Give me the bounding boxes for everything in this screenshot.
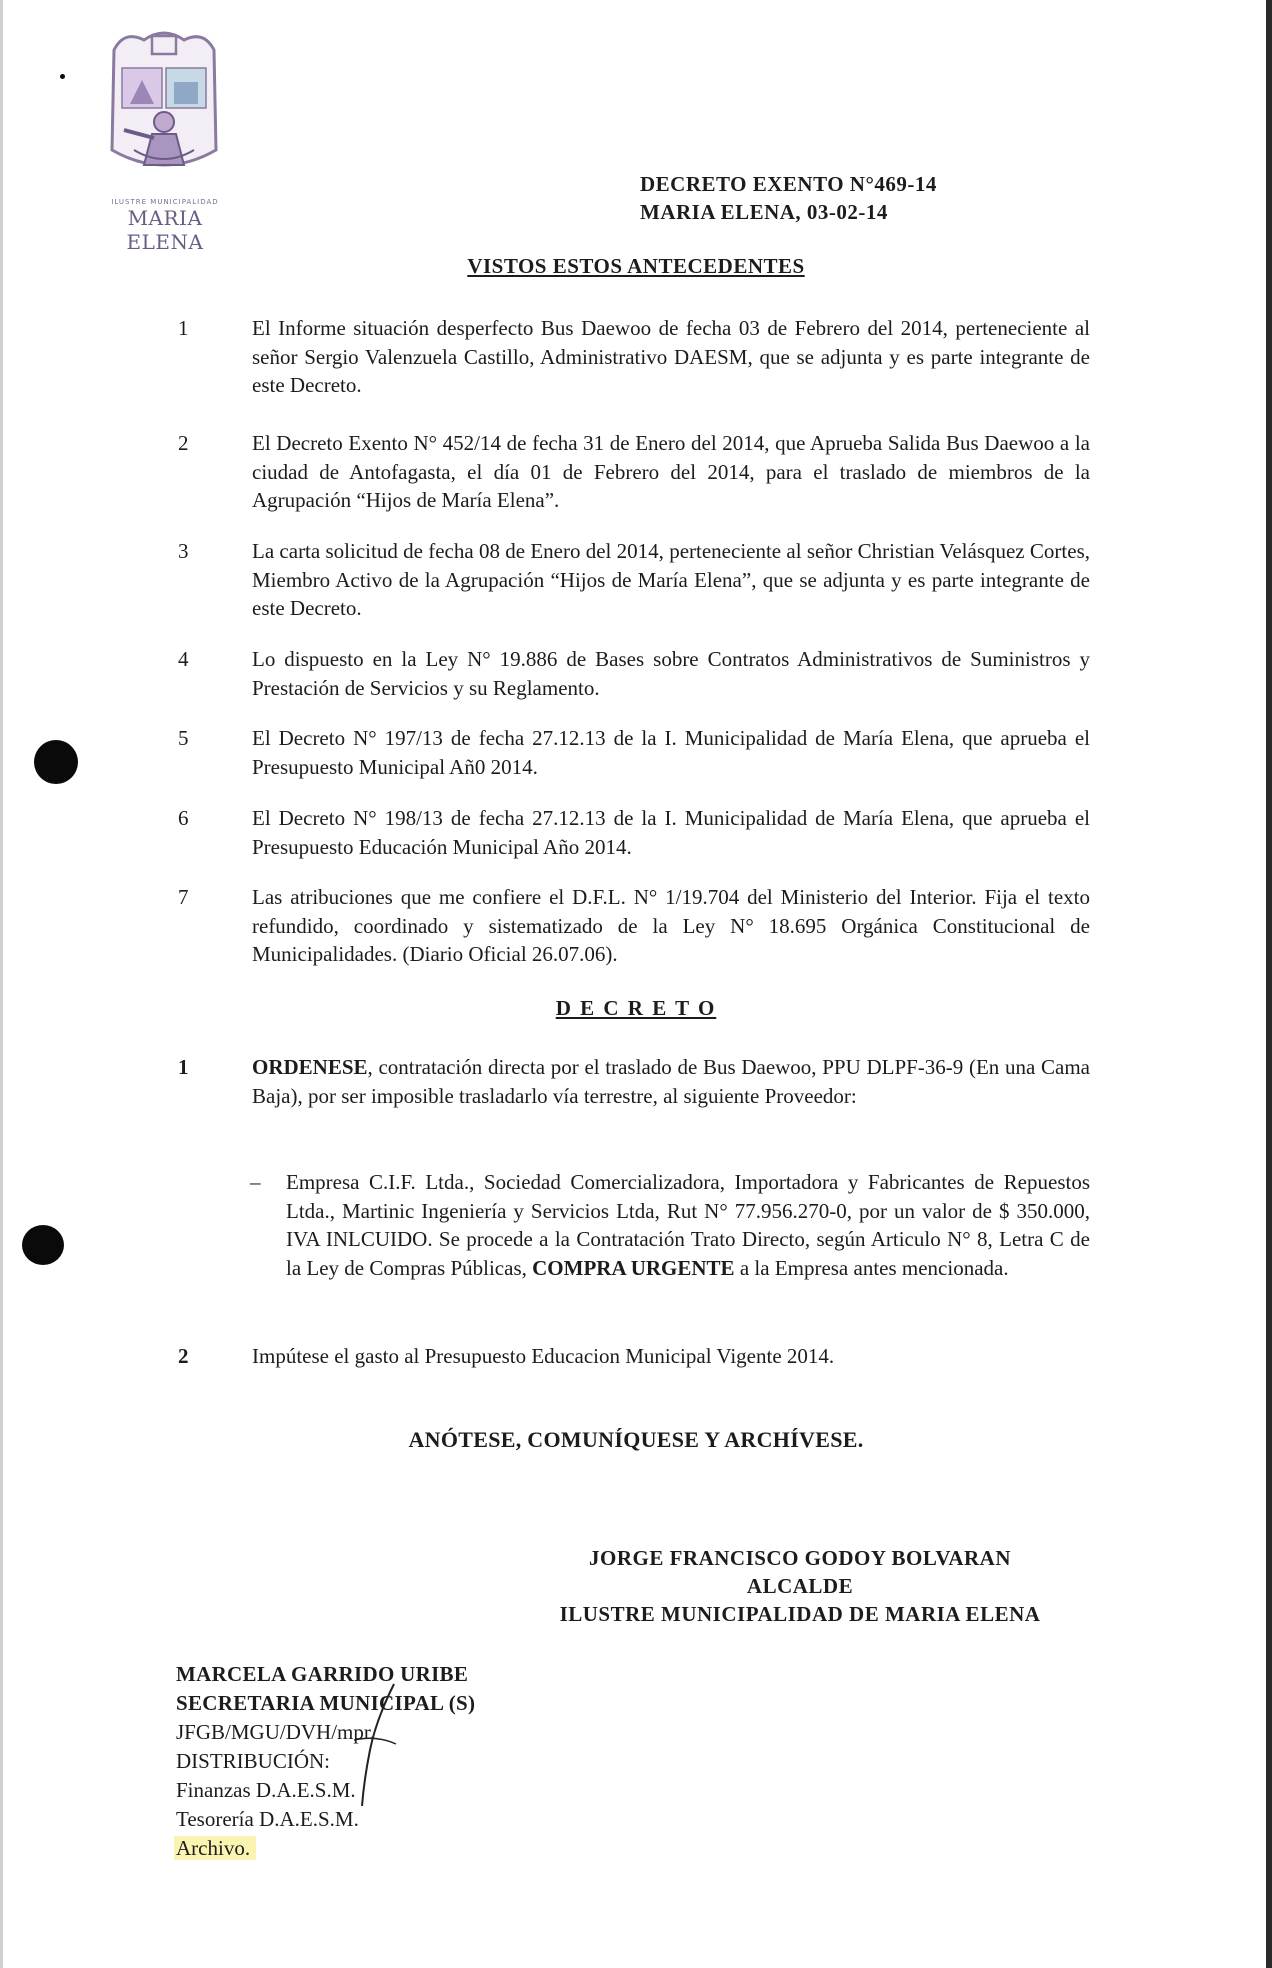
provider-text: Empresa C.I.F. Ltda., Sociedad Comercializadora, Importadora y Fabricantes de Repuestos Ltda., Martinic Ingeniería y Servicios Ltda, Rut N° 77.956.270-0, por un valor de $ 350.000, IVA INLCUIDO. Se procede a la Contratación Trato Directo, según Articulo N° 8, Letra C de la Ley de Compras Públicas, COMPRA URGENTE a la Empresa antes mencionada. <box>286 1170 1090 1280</box>
scan-edge-right <box>1266 0 1272 1968</box>
item-number: 3 <box>178 539 189 563</box>
item-number: 6 <box>178 806 189 830</box>
item-number: 2 <box>178 1344 189 1368</box>
distribution-item <box>176 1834 475 1863</box>
secretary-name: MARCELA GARRIDO URIBE <box>176 1662 469 1686</box>
decree-header <box>640 170 937 226</box>
distribution-item: Finanzas D.A.E.S.M. <box>176 1778 356 1802</box>
municipal-logo <box>100 30 230 254</box>
item-number: 7 <box>178 885 189 909</box>
place-date: MARIA ELENA, 03-02-14 <box>640 200 888 224</box>
item-text: Las atribuciones que me confiere el D.F.L. N° 1/19.704 del Ministerio del Interior. Fija el texto refundido, coordinado y sistematizado de la Ley N° 18.695 Orgánica Constitucional de Municipalidades. (Diario Oficial 26.07.06). <box>252 885 1090 966</box>
decree-title: DECRETO EXENTO N°469-14 <box>640 172 937 196</box>
item-text: La carta solicitud de fecha 08 de Enero del 2014, perteneciente al señor Christian Velásquez Cortes, Miembro Activo de la Agrupación “Hijos de María Elena”, que se adjunta y es parte integrante de este Decreto. <box>252 539 1090 620</box>
footer-block <box>176 1660 475 1863</box>
scan-speck <box>60 74 65 79</box>
item-text: Impútese el gasto al Presupuesto Educacion Municipal Vigente 2014. <box>252 1344 835 1368</box>
item-number: 5 <box>178 726 189 750</box>
bullet-dash: – <box>250 1170 261 1194</box>
mayor-role: ALCALDE <box>746 1574 854 1598</box>
item-text: El Informe situación desperfecto Bus Daewoo de fecha 03 de Febrero del 2014, perteneciente al señor Sergio Valenzuela Castillo, Administrativo DAESM, que se adjunta y es parte integrante de este Decreto. <box>252 316 1090 397</box>
scan-edge-left <box>0 0 3 1968</box>
item-text: Lo dispuesto en la Ley N° 19.886 de Bases sobre Contratos Administrativos de Suministros y Prestación de Servicios y su Reglamento. <box>252 647 1090 700</box>
item-number: 2 <box>178 431 189 455</box>
mayor-organization: ILUSTRE MUNICIPALIDAD DE MARIA ELENA <box>559 1602 1041 1626</box>
punch-hole-top <box>34 740 78 784</box>
item-lead: ORDENESE <box>252 1055 368 1079</box>
vistos-title: VISTOS ESTOS ANTECEDENTES <box>467 254 805 278</box>
item-text: El Decreto N° 197/13 de fecha 27.12.13 de la I. Municipalidad de María Elena, que aprueba el Presupuesto Municipal Añ0 2014. <box>252 726 1090 779</box>
logo-subtitle: ILUSTRE MUNICIPALIDAD <box>111 198 219 206</box>
signature-stroke-icon <box>336 1680 416 1810</box>
coat-of-arms-icon <box>104 30 224 190</box>
item-number: 4 <box>178 647 189 671</box>
mayor-signature-block <box>520 1544 1080 1628</box>
item-number: 1 <box>178 1055 189 1079</box>
mayor-name: JORGE FRANCISCO GODOY BOLVARAN <box>588 1546 1012 1570</box>
distribution-item: Tesorería D.A.E.S.M. <box>176 1807 359 1831</box>
initials: JFGB/MGU/DVH/mpr. <box>176 1720 375 1744</box>
item-text: El Decreto N° 198/13 de fecha 27.12.13 de la I. Municipalidad de María Elena, que aprueba el Presupuesto Educación Municipal Año 2014. <box>252 806 1090 859</box>
secretary-role: SECRETARIA MUNICIPAL (S) <box>176 1691 476 1715</box>
item-text: El Decreto Exento N° 452/14 de fecha 31 de Enero del 2014, que Aprueba Salida Bus Daewoo a la ciudad de Antofagasta, el día 01 de Febrero del 2014, para el traslado de miembros de la Agrupación “Hijos de María Elena”. <box>252 431 1090 512</box>
logo-municipality-name: MARIA ELENA <box>126 206 204 254</box>
item-number: 1 <box>178 316 189 340</box>
distribution-label: DISTRIBUCIÓN: <box>176 1749 331 1773</box>
highlighted-archive: Archivo. <box>174 1836 256 1860</box>
decreto-title: D E C R E T O <box>555 996 717 1020</box>
punch-hole-bottom <box>22 1225 64 1265</box>
item-text: ORDENESE, contratación directa por el traslado de Bus Daewoo, PPU DLPF-36-9 (En una Cama Baja), por ser imposible trasladarlo vía terrestre, al siguiente Proveedor: <box>252 1055 1090 1108</box>
urgent-purchase: COMPRA URGENTE <box>532 1255 735 1280</box>
closing-formula: ANÓTESE, COMUNÍQUESE Y ARCHÍVESE. <box>408 1427 864 1452</box>
